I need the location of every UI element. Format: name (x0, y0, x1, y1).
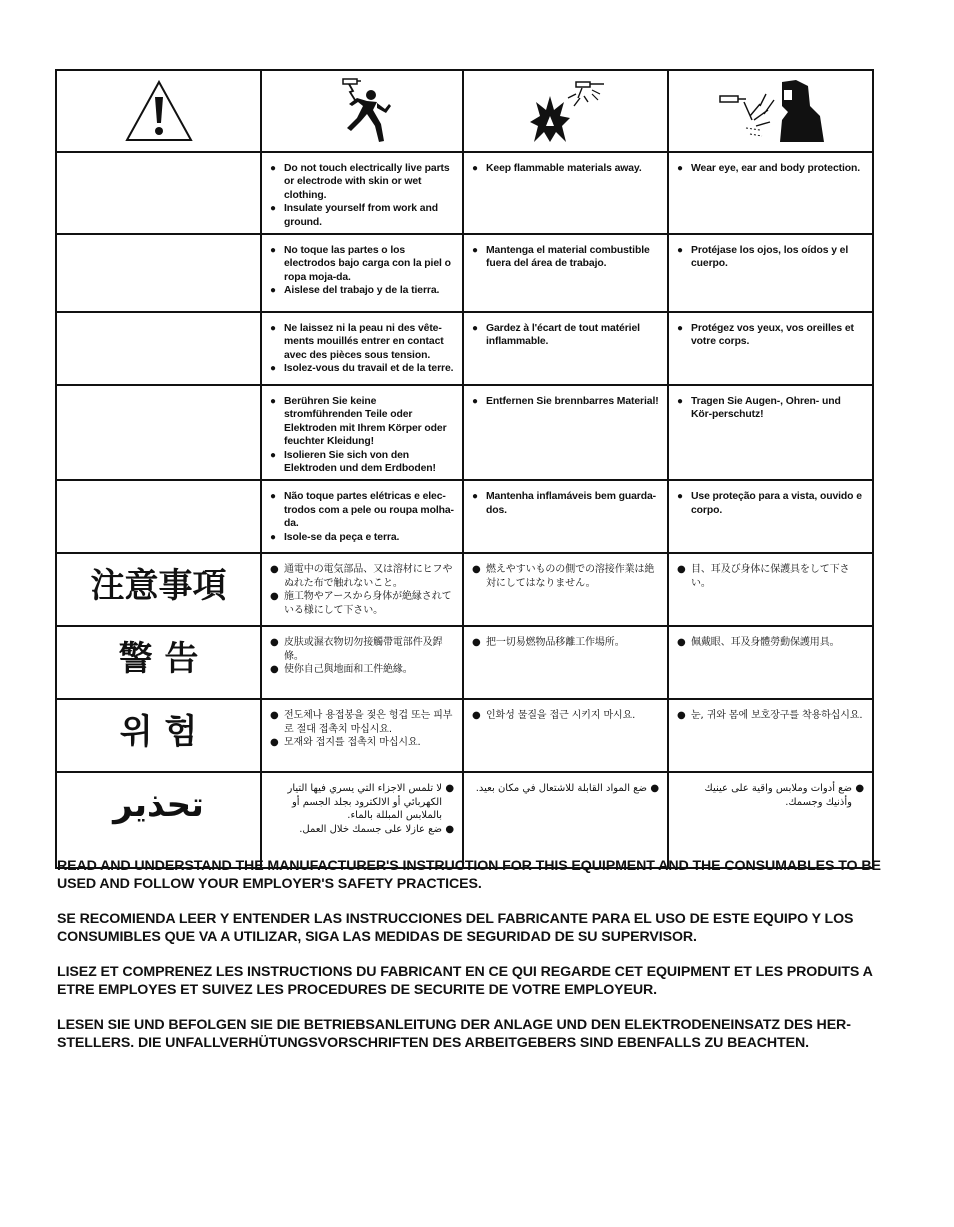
electric-warning-cell (261, 480, 463, 553)
fire-warning-cell (463, 699, 668, 772)
warning-item: ● 使你自己與地面和工件絶緣。 (270, 663, 454, 677)
instruction-paragraph: SE RECOMIENDA LEER Y ENTENDER LAS INSTRUCCIONES DEL FABRICANTE PARA EL USO DE ESTE EQUIPO Y LOS CONSUMIBLES QUE VA A UTILIZAR, SIGA LAS MEDIDAS DE SEGURIDAD DE SU SUPERVISOR. (57, 911, 854, 945)
warning-item: ● 皮肤或濕衣物切勿接觸帶電部件及銲條。 (270, 636, 454, 663)
electric-warning-list (270, 563, 454, 617)
warning-item: ● Gardez à l'écart de tout matériel inflammable. (472, 322, 659, 349)
warning-item: ● 인화성 물질을 접근 시키지 마시요. (472, 709, 659, 723)
instruction-paragraph: READ AND UNDERSTAND THE MANUFACTURER'S INSTRUCTION FOR THIS EQUIPMENT AND THE CONSUMABLES TO BE USED AND FOLLOW YOUR EMPLOYER'S SAFETY PRACTICES. (57, 858, 881, 892)
fire-warning-list (472, 636, 659, 650)
instruction-paragraph: LESEN SIE UND BEFOLGEN SIE DIE BETRIEBSANLEITUNG DER ANLAGE UND DEN ELEKTRODENEINSATZ DES HER-STELLERS. DIE UNFALLVERHÜTUNGSVORSCHRIFTEN DES ARBEITGEBERS SIND EBENFALLS ZU BEACHTEN. (57, 1017, 851, 1051)
protect-warning-list (677, 162, 864, 175)
protect-warning-list (677, 244, 864, 271)
electric-warning-cell (261, 385, 463, 480)
fire-warning-list (472, 490, 659, 517)
warning-item: ● Protéjase los ojos, los oídos y el cuerpo. (677, 244, 864, 271)
language-label-cell (56, 626, 261, 699)
fire-warning-cell (463, 152, 668, 234)
warning-item: ● Mantenha inflamáveis bem guarda-dos. (472, 490, 659, 517)
protect-warning-cell (668, 480, 873, 553)
fire-warning-cell (463, 480, 668, 553)
table-row (56, 385, 873, 480)
warning-item: ● 전도체나 용접봉을 젖은 헝겁 또는 피부로 절대 접촉치 마십시요. (270, 709, 454, 736)
warning-triangle-cell (56, 70, 261, 152)
language-label: 注意事項 (90, 566, 227, 607)
instruction-paragraph: LISEZ ET COMPRENEZ LES INSTRUCTIONS DU FABRICANT EN CE QUI REGARDE CET EQUIPMENT ET LES PRODUITS A ETRE EMPLOYES ET SUIVEZ LES PROCEDURES DE SECURITE DE VOTRE EMPLOYEUR. (57, 964, 873, 998)
fire-warning-cell (463, 234, 668, 312)
fire-warning-list (472, 322, 659, 349)
fire-explosion-cell (463, 70, 668, 152)
table-row (56, 480, 873, 553)
language-label-cell (56, 312, 261, 385)
table-row (56, 626, 873, 699)
electric-warning-cell (261, 152, 463, 234)
electric-warning-list (270, 395, 454, 475)
warning-item: ● ضع عازلا على جسمك خلال العمل. (270, 823, 454, 836)
protect-warning-list (677, 563, 864, 590)
explosion-icon (522, 76, 610, 146)
eye-ear-protection-cell (668, 70, 873, 152)
warning-item: ● Protégez vos yeux, vos oreilles et votre corps. (677, 322, 864, 349)
language-label: تحذير (113, 785, 204, 826)
language-label: 위 험 (119, 712, 198, 753)
warning-item: ● 눈, 귀와 몸에 보호장구를 착용하십시요. (677, 709, 864, 723)
electric-warning-list (270, 782, 454, 836)
protect-warning-list (677, 490, 864, 517)
icon-row (56, 70, 873, 152)
protect-warning-list (677, 636, 864, 650)
fire-warning-cell (463, 626, 668, 699)
protect-warning-cell (668, 234, 873, 312)
table-row (56, 312, 873, 385)
language-label-cell (56, 234, 261, 312)
protect-warning-cell (668, 553, 873, 626)
language-label-cell (56, 152, 261, 234)
language-label-cell (56, 699, 261, 772)
protect-warning-list (677, 782, 864, 809)
fire-warning-list (472, 162, 659, 175)
electric-warning-list (270, 162, 454, 229)
protect-warning-cell (668, 772, 873, 868)
protect-warning-cell (668, 699, 873, 772)
warning-item: ● Isolez-vous du travail et de la terre. (270, 362, 454, 375)
warning-item: ● ضع المواد القابلة للاشتعال في مكان بعيد. (472, 782, 659, 795)
warning-item: ● Ne laissez ni la peau ni des vête-ments mouillés entrer en contact avec des pièces sous tension. (270, 322, 454, 362)
warning-item: ● لا تلمس الاجزاء التي يسري فيها التيار الكهربائي أو الالكترود بجلد الجسم أو بالملابس المبللة بالماء. (270, 782, 454, 822)
warning-item: ● No toque las partes o los electrodos bajo carga con la piel o ropa moja-da. (270, 244, 454, 284)
fire-warning-cell (463, 772, 668, 868)
instruction-notes (57, 857, 887, 1069)
warning-item: ● 通電中の電気部品、又は溶材にヒフやぬれた布で触れないこと。 (270, 563, 454, 590)
protect-warning-list (677, 395, 864, 422)
protect-warning-cell (668, 385, 873, 480)
protect-warning-list (677, 322, 864, 349)
electric-warning-cell (261, 626, 463, 699)
warning-item: ● 目、耳及び身体に保護具をして下さい。 (677, 563, 864, 590)
table-row (56, 152, 873, 234)
electric-shock-cell (261, 70, 463, 152)
warning-item: ● Wear eye, ear and body protection. (677, 162, 864, 175)
warning-item: ● Mantenga el material combustible fuera del área de trabajo. (472, 244, 659, 271)
electric-warning-list (270, 490, 454, 544)
language-label-cell (56, 553, 261, 626)
protect-warning-cell (668, 626, 873, 699)
warning-item: ● 燃えやすいものの側での溶接作業は絶対にしてはなりません。 (472, 563, 659, 590)
electric-shock-icon (327, 76, 397, 146)
table-row (56, 234, 873, 312)
fire-warning-cell (463, 553, 668, 626)
electric-warning-list (270, 636, 454, 677)
electric-warning-list (270, 709, 454, 750)
fire-warning-list (472, 244, 659, 271)
electric-warning-cell (261, 553, 463, 626)
safety-warning-table (55, 69, 874, 869)
table-row (56, 699, 873, 772)
fire-warning-list (472, 395, 659, 408)
warning-item: ● Isolieren Sie sich von den Elektroden und dem Erdboden! (270, 449, 454, 476)
warning-item: ● ضع أدوات وملابس واقية على عينيك وأذنيك وجسمك. (677, 782, 864, 809)
warning-item: ● Aislese del trabajo y de la tierra. (270, 284, 454, 297)
fire-warning-cell (463, 312, 668, 385)
protect-warning-cell (668, 312, 873, 385)
warning-item: ● Isole-se da peça e terra. (270, 531, 454, 544)
welding-protection-icon (716, 76, 826, 146)
electric-warning-cell (261, 772, 463, 868)
language-label-cell (56, 772, 261, 868)
warning-item: ● Do not touch electrically live parts or electrode with skin or wet clothing. (270, 162, 454, 202)
warning-item: ● 施工物やアースから身体が絶縁されている様にして下さい。 (270, 590, 454, 617)
warning-item: ● Berühren Sie keine stromführenden Teile oder Elektroden mit Ihrem Körper oder feuchter Kleidung! (270, 395, 454, 449)
language-label-cell (56, 385, 261, 480)
fire-warning-list (472, 563, 659, 590)
electric-warning-cell (261, 699, 463, 772)
language-label: 警 告 (118, 639, 199, 680)
warning-item: ● Use proteção para a vista, ouvido e corpo. (677, 490, 864, 517)
table-row (56, 553, 873, 626)
electric-warning-list (270, 244, 454, 298)
warning-item: ● Não toque partes elétricas e elec-trodos com a pele ou roupa molha-da. (270, 490, 454, 530)
fire-warning-cell (463, 385, 668, 480)
electric-warning-cell (261, 234, 463, 312)
fire-warning-list (472, 782, 659, 795)
warning-item: ● 把一切易燃物品移離工作場所。 (472, 636, 659, 650)
protect-warning-cell (668, 152, 873, 234)
warning-item: ● Insulate yourself from work and ground. (270, 202, 454, 229)
warning-item: ● 佩戴眼、耳及身體勞動保護用具。 (677, 636, 864, 650)
warning-item: ● Tragen Sie Augen-, Ohren- und Kör-perschutz! (677, 395, 864, 422)
protect-warning-list (677, 709, 864, 723)
warning-triangle-icon (124, 79, 194, 143)
electric-warning-cell (261, 312, 463, 385)
electric-warning-list (270, 322, 454, 376)
fire-warning-list (472, 709, 659, 723)
warning-item: ● Keep flammable materials away. (472, 162, 659, 175)
table-row (56, 772, 873, 868)
warning-item: ● 모재와 접지를 접촉치 마십시요. (270, 736, 454, 750)
warning-item: ● Entfernen Sie brennbarres Material! (472, 395, 659, 408)
language-label-cell (56, 480, 261, 553)
